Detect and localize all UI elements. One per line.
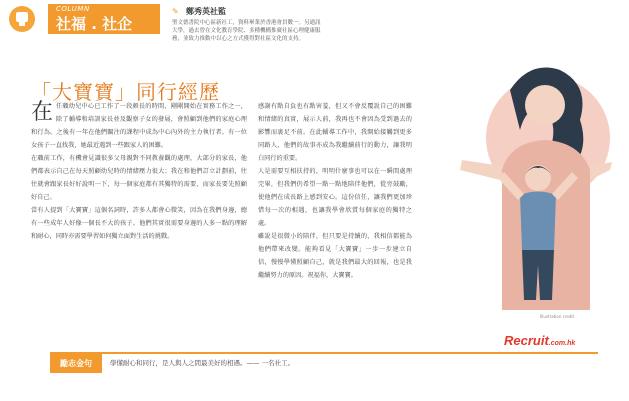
paragraph: 雖說是很微小的陪伴，但只要是持續的，我相信都能為他們帶來改變。能夠看見「大寶寶」一步一步建立自信，慢慢學懂照顧自己，就是我們最大的回報，也是我繼續努力的原因。祝福你，大寶寶。 [258,233,412,279]
parent-head [525,85,565,125]
article-column-2 [258,100,412,282]
parent-child-illustration [440,50,614,312]
footer-bar [50,352,598,375]
illustration-credit: Illustration credit [540,314,575,319]
pen-icon: ✎ [172,6,179,16]
author-bio: 聖文德書院中心區新社工，資料畢業於香港會員數一。另通訊大學，過去曾在文化教育學院、多種機構推廣社區心理健康服務，並致力推動中以心之方式獲得對社區文化的支持。 [172,20,321,42]
footer-tag: 勵志金句 [50,354,102,373]
footer-quote: 學懂耐心和同行，是人與人之間最美好的相遇。—— 一名社工。 [110,359,295,367]
column-badge-icon [9,6,35,32]
child-head [525,165,551,191]
paragraph: 人是需要互相扶持的，明明什麼事也可以在一瞬間處理完畢，但我們仍希望一點一點地陪伴他們，從旁鼓勵，使他們在成長路上感到安心。這份信任，讓我們更加珍惜每一次的相遇，也讓我學會欣賞每個家庭的獨特之處。 [258,168,412,227]
paragraph: 當有人提到「大寶寶」這個名詞時，許多人都會心微笑，因為在我們身邊，總有一些成年人好像一個長不大的孩子。他們其實很需要身邊的人多一點的理解和耐心，同時亦需要學習如何獨立面對生活的挑戰。 [31,207,247,240]
child-shirt [520,192,556,251]
recruit-logo: Recruit.com.hk [504,333,576,348]
author-line [172,6,322,17]
column-label: COLUMN [56,5,90,13]
author-box [172,6,322,43]
article-headline: 「大寶寶」同行經歷 [31,80,220,104]
paragraph: 在職前工作，有機會見識很多父母親對不同教養觀的處理，大部分的家長，他們都表示自己在每天照顧幼兒時的情緒壓力很大；我在和他們訂立計劃前，往往就會跟家長好好說明一下，每一個家庭都有其獨特的需要，而家長要先照顧好自己。 [31,155,247,201]
drop-cap: 在 [31,100,54,125]
column-tag [48,4,160,34]
author-name: 鄭秀英社監 [186,7,226,16]
article-column-1 [31,100,247,243]
column-title: 社福 . 社企 [56,15,133,33]
paragraph: 任職幼兒中心已工作了一段頗長的時間，剛剛開始在實務工作之一，除了輔導和培訓家長並及觀察子女的發展，會照顧到他們的家庭心理和行為。之後有一年在他們關注的課程中成為中心內外的主力執行者。有一位女孩子一直找我，她最近遇到一些跟家人的困難。 [31,103,247,149]
paragraph: 感謝有點自負也有點害羞，但又不會反覆說自己的困難和情緒的真實，展示人前，我再也不會因為受到過去的影響而裹足不前。在此輔導工作中，我開始接觸到更多同路人，他們的故事亦成為我繼續前行的動力，讓我明白同行的重要。 [258,103,412,162]
